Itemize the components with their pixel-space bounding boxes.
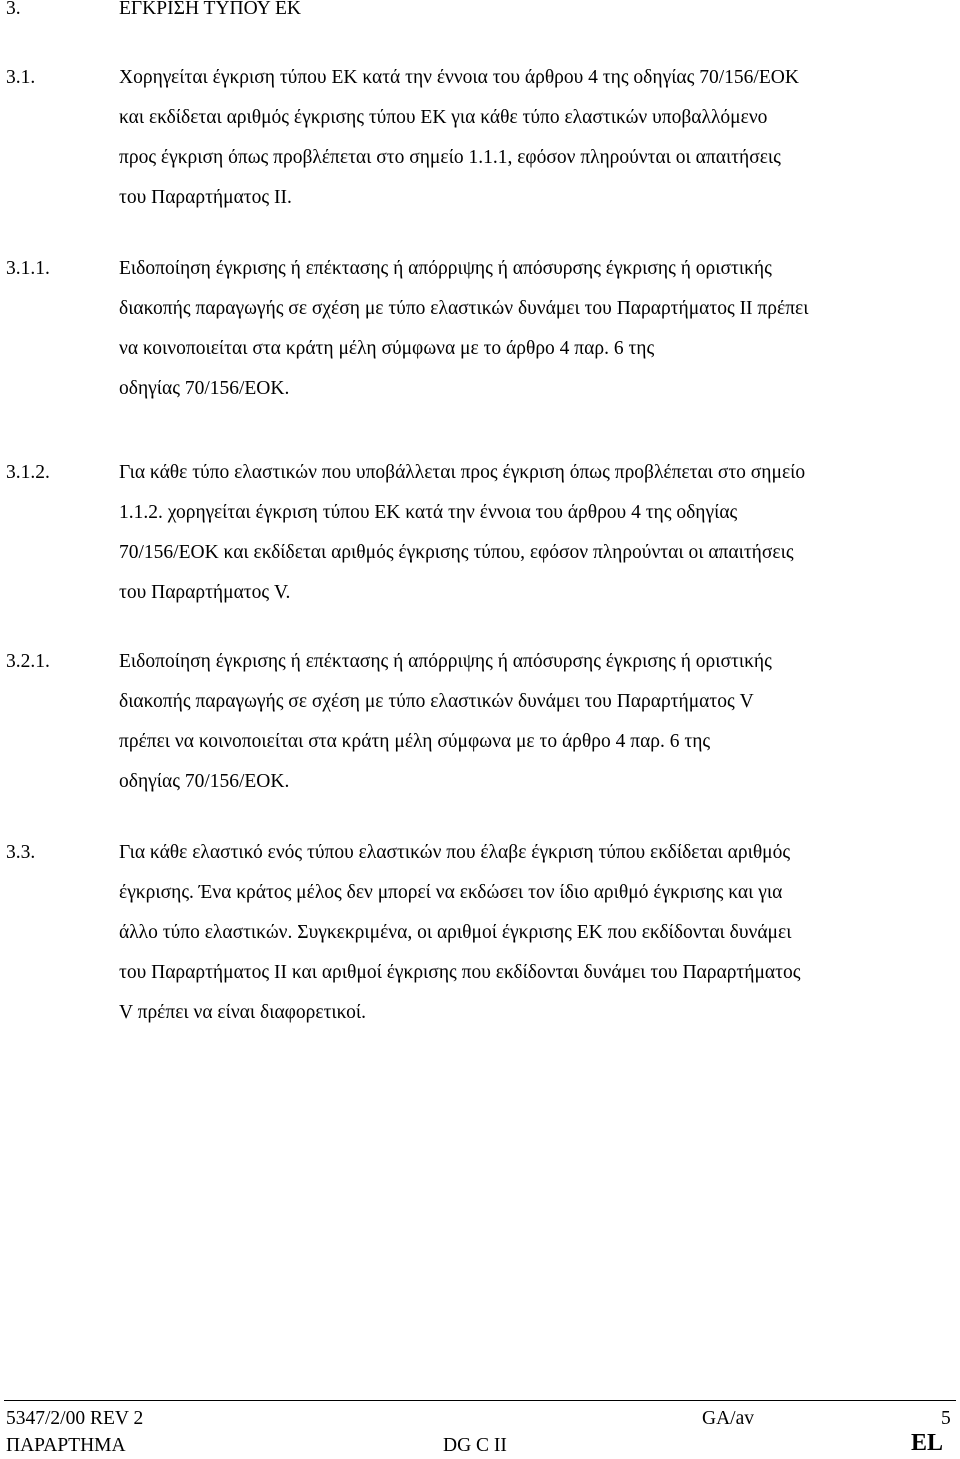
paragraph-line: οδηγίας 70/156/ΕΟΚ. (119, 771, 290, 792)
footer-doc-ref: 5347/2/00 REV 2 (6, 1408, 144, 1429)
paragraph-line: οδηγίας 70/156/ΕΟΚ. (119, 378, 290, 399)
heading-title: ΕΓΚΡΙΣΗ ΤΥΠΟΥ ΕΚ (119, 0, 301, 19)
paragraph-line: και εκδίδεται αριθμός έγκρισης τύπου ΕΚ για κάθε τύπο ελαστικών υποβαλλόμενο (119, 107, 768, 128)
paragraph-line: διακοπής παραγωγής σε σχέση με τύπο ελαστικών δυνάμει του Παραρτήματος V (119, 691, 754, 712)
section-number: 3.3. (6, 842, 36, 863)
paragraph-line: 70/156/ΕΟΚ και εκδίδεται αριθμός έγκρισης τύπου, εφόσον πληρούνται οι απαιτήσεις (119, 542, 794, 563)
section-number: 3.1. (6, 67, 36, 88)
paragraph-line: να κοινοποιείται στα κράτη μέλη σύμφωνα με το άρθρο 4 παρ. 6 της (119, 338, 655, 359)
paragraph-line: Χορηγείται έγκριση τύπου ΕΚ κατά την έννοια του άρθρου 4 της οδηγίας 70/156/ΕΟΚ (119, 67, 799, 88)
paragraph-line: προς έγκριση όπως προβλέπεται στο σημείο 1.1.1, εφόσον πληρούνται οι απαιτήσεις (119, 147, 781, 168)
section-number: 3.1.2. (6, 462, 50, 483)
footer-divider (4, 1400, 956, 1401)
footer-language: EL (911, 1430, 944, 1456)
footer-author: GA/av (702, 1408, 754, 1429)
section-number: 3.1.1. (6, 258, 50, 279)
paragraph-line: διακοπής παραγωγής σε σχέση με τύπο ελαστικών δυνάμει του Παραρτήματος ΙΙ πρέπει (119, 298, 809, 319)
paragraph-line: Για κάθε ελαστικό ενός τύπου ελαστικών που έλαβε έγκριση τύπου εκδίδεται αριθμός (119, 842, 791, 863)
paragraph-line: Ειδοποίηση έγκρισης ή επέκτασης ή απόρριψης ή απόσυρσης έγκρισης ή οριστικής (119, 258, 772, 279)
paragraph-line: άλλο τύπο ελαστικών. Συγκεκριμένα, οι αριθμοί έγκρισης ΕΚ που εκδίδονται δυνάμει (119, 922, 792, 943)
footer-annex: ΠΑΡΑΡΤΗΜΑ (6, 1435, 126, 1456)
heading-number: 3. (6, 0, 21, 19)
footer-dg: DG C II (443, 1435, 507, 1456)
paragraph-line: του Παραρτήματος V. (119, 582, 291, 603)
paragraph-line: του Παραρτήματος ΙΙ. (119, 187, 292, 208)
footer-page-number: 5 (941, 1408, 951, 1429)
paragraph-line: Για κάθε τύπο ελαστικών που υποβάλλεται προς έγκριση όπως προβλέπεται στο σημείο (119, 462, 806, 483)
paragraph-line: του Παραρτήματος ΙΙ και αριθμοί έγκρισης που εκδίδονται δυνάμει του Παραρτήματος (119, 962, 801, 983)
paragraph-line: 1.1.2. χορηγείται έγκριση τύπου ΕΚ κατά την έννοια του άρθρου 4 της οδηγίας (119, 502, 738, 523)
section-number: 3.2.1. (6, 651, 50, 672)
paragraph-line: V πρέπει να είναι διαφορετικοί. (119, 1002, 366, 1023)
paragraph-line: πρέπει να κοινοποιείται στα κράτη μέλη σύμφωνα με το άρθρο 4 παρ. 6 της (119, 731, 711, 752)
paragraph-line: Ειδοποίηση έγκρισης ή επέκτασης ή απόρριψης ή απόσυρσης έγκρισης ή οριστικής (119, 651, 772, 672)
paragraph-line: έγκρισης. Ένα κράτος μέλος δεν μπορεί να εκδώσει τον ίδιο αριθμό έγκρισης και για (119, 882, 783, 903)
